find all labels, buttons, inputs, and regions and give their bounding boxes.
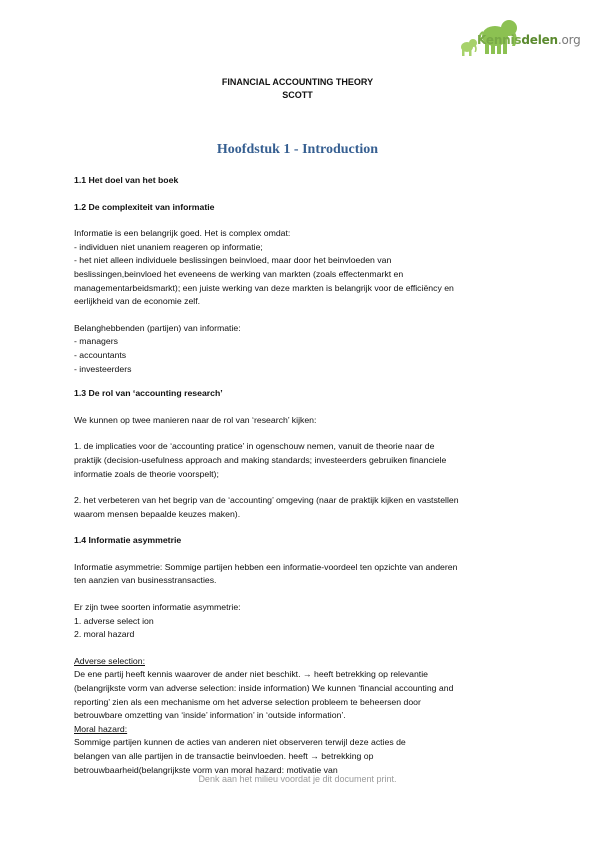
paragraph-line: Informatie asymmetrie: Sommige partijen hebben een informatie-voordeel ten opzichte van anderen xyxy=(74,561,458,572)
paragraph-line: beslissingen,beinvloed het eveneens de werking van markten (zoals effectenmarkt en xyxy=(74,268,404,279)
paragraph-line: (belangrijkste vorm van adverse selection: inside information) We kunnen ‘financial accounting and xyxy=(74,683,454,694)
paragraph-line: 1. de implicaties voor de ‘accounting pratice’ in ogenschouw nemen, vanuit de theorie naar de xyxy=(74,441,435,452)
section-1-2-heading: 1.2 De complexiteit van informatie xyxy=(74,201,215,212)
document-body xyxy=(74,174,534,777)
paragraph-line: - individuen niet unaniem reageren op informatie; xyxy=(74,241,263,252)
section-1-3-heading: 1.3 De rol van ‘accounting research’ xyxy=(74,388,223,399)
section-1-4-heading: 1.4 Informatie asymmetrie xyxy=(74,535,182,546)
paragraph-line: eerlijkheid van de economie zelf. xyxy=(74,296,201,307)
moral-hazard-heading: Moral hazard: xyxy=(74,723,128,734)
paragraph-line: betrouwbaarheid(belangrijkste vorm van moral hazard: motivatie van xyxy=(74,764,338,775)
paragraph-line: We kunnen op twee manieren naar de rol van ‘research’ kijken: xyxy=(74,414,317,425)
paragraph-line: Er zijn twee soorten informatie asymmetrie: xyxy=(74,602,241,613)
list-item: - accountants xyxy=(74,349,127,360)
section-1-1-heading: 1.1 Het doel van het boek xyxy=(74,175,179,185)
paragraph-line: informatie zoals de theorie voorspelt); xyxy=(74,468,219,479)
paragraph-line: belangen van alle partijen in de transactie beinvloeden. heeft → betrekking op xyxy=(74,751,374,761)
paragraph-line: reporting’ zien als een mechanisme om het adverse selection probleem te beheersen door xyxy=(74,696,421,707)
list-item: - managers xyxy=(74,336,118,347)
kennisdelen-logo[interactable] xyxy=(457,16,581,58)
footer-note: Denk aan het milieu voordat je dit document print. xyxy=(198,774,397,784)
paragraph-line: Sommige partijen kunnen de acties van anderen niet observeren terwijl deze acties de xyxy=(74,737,406,748)
document-subtitle: SCOTT xyxy=(282,90,313,100)
logo-wordmark xyxy=(477,33,581,47)
paragraph-line: ten aanzien van businesstransacties. xyxy=(74,575,217,586)
list-item: 1. adverse select ion xyxy=(74,615,154,626)
logo-part-org: .org xyxy=(557,33,581,47)
logo-part-kennis: Kennis xyxy=(477,33,522,47)
paragraph-line: praktijk (decision-usefulness approach and making standards; investeerders gebruiken financiele xyxy=(74,454,447,465)
paragraph-line: managementarbeidsmarkt); een juiste werking van deze markten is belangrijk voor de efficiëncy en xyxy=(74,282,454,293)
adverse-selection-heading: Adverse selection: xyxy=(74,655,145,666)
paragraph-line: Informatie is een belangrijk goed. Het is complex omdat: xyxy=(74,228,291,239)
paragraph-line: 2. het verbeteren van het begrip van de ‘accounting’ omgeving (naar de praktijk kijken en vaststellen xyxy=(74,495,459,506)
document-title: FINANCIAL ACCOUNTING THEORY xyxy=(221,77,374,87)
paragraph-line: betrouwbare omzetting van ‘inside’ information’ in ‘outside information’. xyxy=(74,710,346,721)
logo-part-delen: delen xyxy=(521,33,558,47)
list-item: 2. moral hazard xyxy=(74,629,135,640)
paragraph-line: waarom mensen bepaalde keuzes maken). xyxy=(74,508,241,519)
paragraph-line: - het niet alleen individuele beslissingen beinvloed, maar door het beinvloeden van xyxy=(74,255,392,266)
chapter-title: Hoofdstuk 1 - Introduction xyxy=(216,142,379,157)
paragraph-line: De ene partij heeft kennis waarover de ander niet beschikt. → heeft betrekking op relevantie xyxy=(74,669,428,680)
paragraph-line: Belanghebbenden (partijen) van informatie: xyxy=(74,322,241,333)
list-item: - investeerders xyxy=(74,363,132,374)
